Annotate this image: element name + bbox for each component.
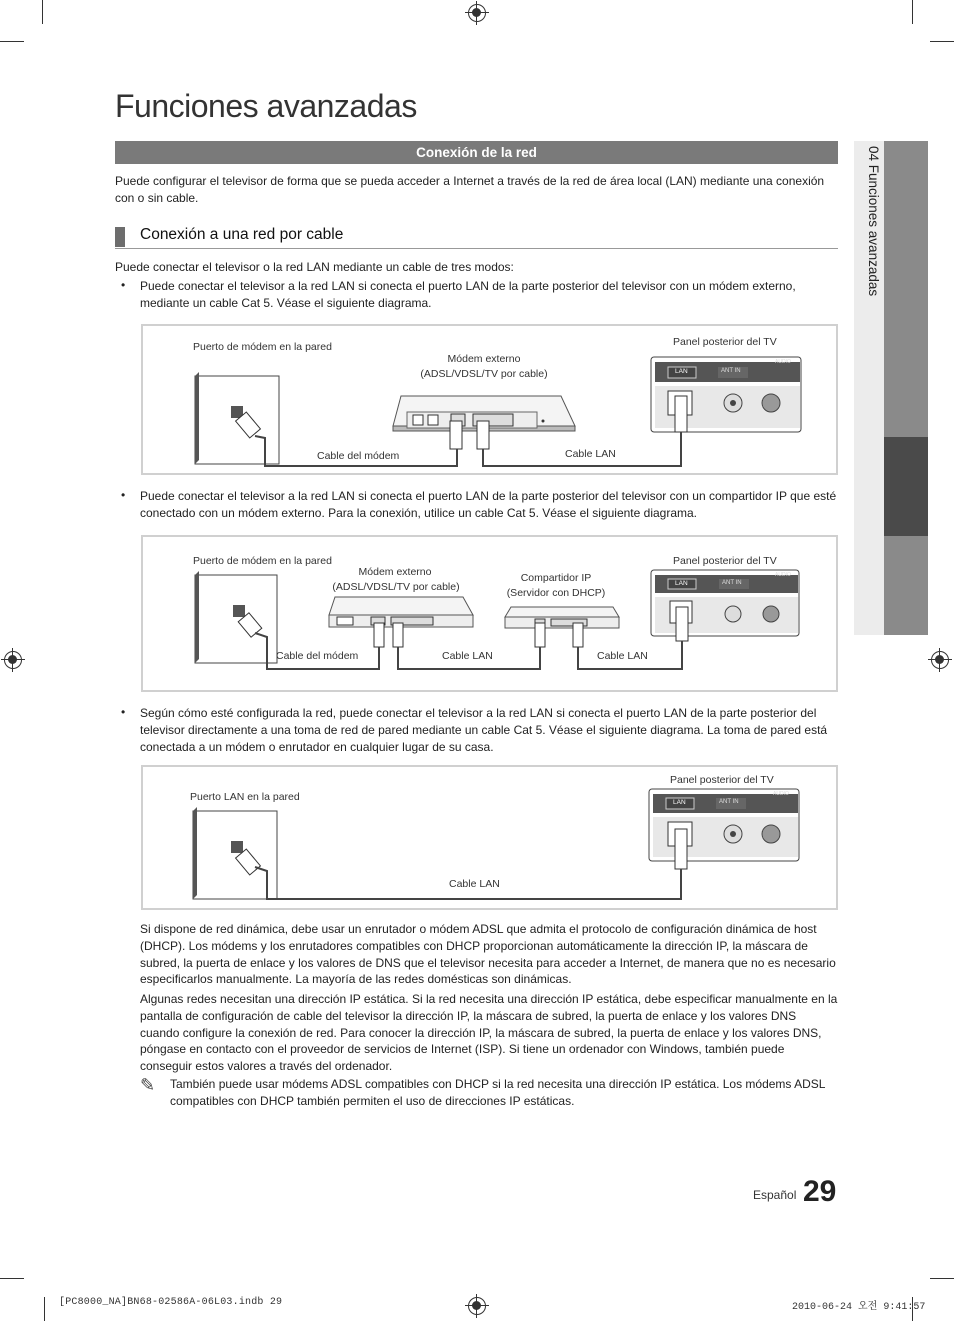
lan-cable-label: Cable LAN	[442, 650, 493, 662]
audio-label: AUDIO	[773, 791, 789, 797]
bullet-item: Puede conectar el televisor a la red LAN si conecta el puerto LAN de la parte posterior del televisor con un compartidor IP que esté conectado con un módem externo. Para la conexión, utilice un cable Cat 5. Véase el siguiente diagrama.	[140, 489, 837, 520]
intro-paragraph: Puede configurar el televisor de forma que se pueda acceder a Internet a través de la red de área local (LAN) mediante una conexión con o sin cable.	[115, 174, 825, 205]
lan-port-label: LAN	[675, 580, 688, 587]
chapter-index-active	[884, 437, 928, 536]
slug-divider	[44, 1297, 45, 1321]
lan-cable-label: Cable LAN	[449, 878, 500, 890]
ip-sharer-type-label: (Servidor con DHCP)	[506, 587, 606, 599]
print-slug-file: [PC8000_NA]BN68-02586A-06L03.indb 29	[59, 1297, 283, 1308]
audio-label: AUDIO	[775, 359, 791, 365]
page-number: 29	[803, 1175, 837, 1208]
tv-panel-label: Panel posterior del TV	[670, 774, 774, 786]
tv-panel-label: Panel posterior del TV	[673, 336, 777, 348]
footer-language: Español	[753, 1188, 797, 1202]
registration-mark-icon	[468, 1297, 486, 1315]
audio-label: AUDIO	[775, 572, 791, 578]
crop-mark	[0, 41, 24, 42]
registration-mark-icon	[4, 651, 22, 669]
section-title: Conexión de la red	[115, 141, 838, 164]
lan-port-label: LAN	[673, 799, 686, 806]
bullet-item: Según cómo esté configurada la red, puede conectar el televisor a la red LAN si conecta el puerto LAN de la parte posterior del televisor directamente a una toma de red de pared mediante un cable Cat 5. Véase el siguiente diagrama. La toma de pared está conectada a un módem o enrutador en cualquier lugar de su casa.	[140, 706, 828, 754]
crop-mark	[0, 1278, 24, 1279]
lan-cable-label: Cable LAN	[565, 448, 616, 460]
subsection-title: Conexión a una red por cable	[140, 226, 344, 243]
subsection-marker	[115, 227, 125, 247]
modem-label: Módem externo	[447, 353, 521, 365]
print-slug-date: 2010-06-24 오전 9:41:57	[792, 1302, 926, 1313]
bullet-item: Puede conectar el televisor a la red LAN si conecta el puerto LAN de la parte posterior del televisor con un módem externo, mediante un cable Cat 5. Véase el siguiente diagrama.	[140, 279, 796, 310]
static-ip-paragraph: Algunas redes necesitan una dirección IP estática. Si la red necesita una dirección IP estática, debe especificar manualmente en la pantalla de configuración de cable del televisor la dirección IP, la máscara de subred, la puerta de enlace y los valores DNS cuando configure la conexión de red. Para conocer la dirección IP, la máscara de subred, la puerta de enlace y los valores DNS, póngase en contacto con el proveedor de servicios de Internet (ISP). Si tiene un ordenador con Windows, también puede conseguir estos valores a través del ordenador.	[140, 992, 838, 1074]
lan-cable-label: Cable LAN	[597, 650, 648, 662]
crop-mark	[930, 41, 954, 42]
connection-diagram-wall-lan	[141, 765, 838, 910]
modem-type-label: (ADSL/VDSL/TV por cable)	[420, 368, 548, 380]
wall-port-label: Puerto de módem en la pared	[193, 341, 332, 353]
connection-diagram-modem	[141, 324, 838, 475]
registration-mark-icon	[468, 4, 486, 22]
ant-port-label: ANT IN	[719, 799, 739, 805]
chapter-side-label: 04 Funciones avanzadas	[866, 146, 881, 297]
pencil-note-icon: ✎	[140, 1075, 156, 1095]
bullet-marker: •	[121, 705, 126, 719]
ant-port-label: ANT IN	[722, 580, 742, 586]
page-title: Funciones avanzadas	[115, 88, 417, 124]
modem-label: Módem externo	[358, 566, 432, 578]
bullet-marker: •	[121, 278, 126, 292]
modem-cable-label: Cable del módem	[276, 650, 359, 662]
chapter-index-strip	[884, 141, 928, 635]
tv-panel-label: Panel posterior del TV	[673, 555, 777, 567]
crop-mark	[42, 0, 43, 24]
modem-type-label: (ADSL/VDSL/TV por cable)	[332, 581, 460, 593]
lan-port-label: LAN	[675, 368, 688, 375]
wall-lan-port-label: Puerto LAN en la pared	[190, 791, 300, 803]
bullet-marker: •	[121, 488, 126, 502]
subsection-divider	[115, 248, 838, 249]
dhcp-paragraph: Si dispone de red dinámica, debe usar un enrutador o módem ADSL que admita el protocolo de configuración dinámica de host (DHCP). Los módems y los enrutadores compatibles con DHCP proporcionan automáticamente la dirección IP, la máscara de subred, la puerta de enlace y los valores de DNS que el televisor necesita para acceder a Internet, de manera que no es necesario especificarlos manualmente. La mayoría de las redes domésticas son dinámicas.	[140, 922, 836, 987]
crop-mark	[912, 0, 913, 24]
note-text: También puede usar módems ADSL compatibles con DHCP si la red necesita una dirección IP estática. Los módems ADSL compatibles con DHCP también permiten el uso de direcciones IP estáticas.	[170, 1077, 826, 1108]
lead-paragraph: Puede conectar el televisor o la red LAN mediante un cable de tres modos:	[115, 260, 514, 274]
connection-diagram-ip-sharer	[141, 535, 838, 692]
wall-port-label: Puerto de módem en la pared	[193, 555, 332, 567]
ip-sharer-label: Compartidor IP	[520, 572, 592, 584]
registration-mark-icon	[931, 651, 949, 669]
modem-cable-label: Cable del módem	[317, 450, 400, 462]
crop-mark	[930, 1278, 954, 1279]
ant-port-label: ANT IN	[721, 368, 741, 374]
